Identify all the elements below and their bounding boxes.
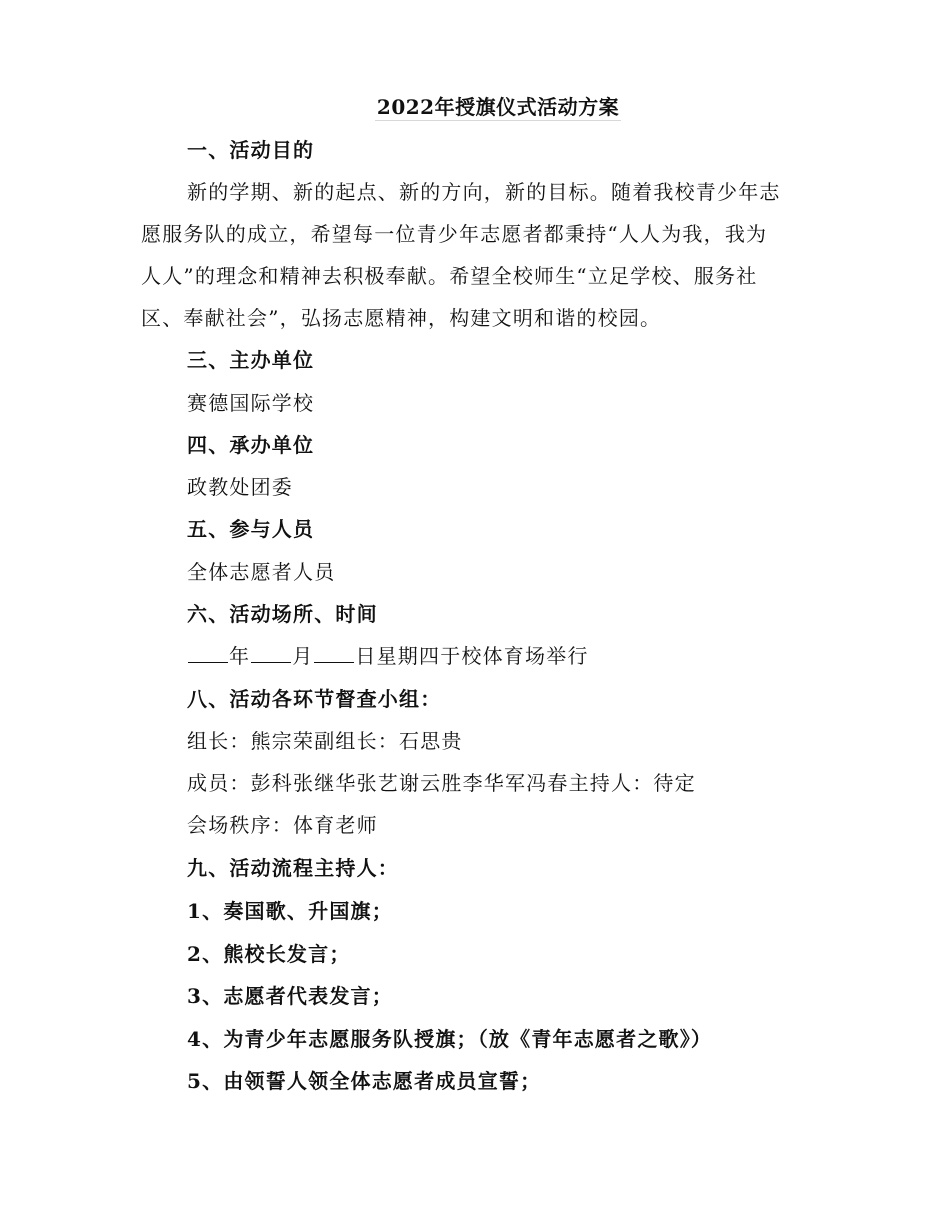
organizer-text: 赛德国际学校 [187, 391, 315, 415]
process-step: 2、熊校长发言； [187, 942, 351, 966]
place-time-text [187, 641, 589, 671]
paragraph-line: 区、奉献社会”，弘扬志愿精神，构建文明和谐的校园。 [141, 306, 662, 330]
section-heading-process: 九、活动流程主持人： [187, 856, 399, 880]
paragraph-line: 愿服务队的成立，希望每一位青少年志愿者都秉持“人人为我，我为 [141, 222, 768, 246]
section-heading-undertaker: 四、承办单位 [187, 433, 315, 457]
supervision-members: 成员：彭科张继华张艺谢云胜李华军冯春主持人：待定 [187, 771, 696, 795]
section-heading-organizer: 三、主办单位 [187, 348, 315, 372]
supervision-leader: 组长：熊宗荣副组长：石思贵 [187, 729, 463, 753]
process-step: 5、由领誓人领全体志愿者成员宣誓； [187, 1069, 542, 1093]
year-label: 年 [229, 644, 251, 668]
document-title-text: 2022年授旗仪式活动方案 [376, 95, 620, 119]
process-step: 1、奏国歌、升国旗； [187, 899, 393, 923]
section-heading-purpose: 一、活动目的 [187, 138, 315, 162]
paragraph-line: 人人”的理念和精神去积极奉献。希望全校师生“立足学校、服务社 [141, 264, 758, 288]
section-heading-place-time: 六、活动场所、时间 [187, 602, 378, 626]
process-step: 4、为青少年志愿服务队授旗；（放《青年志愿者之歌》） [187, 1027, 713, 1051]
document-title [0, 92, 950, 122]
month-label: 月 [292, 644, 314, 668]
section-heading-supervision: 八、活动各环节督查小组： [187, 687, 442, 711]
supervision-order: 会场秩序：体育老师 [187, 813, 378, 837]
blank-underline [188, 642, 228, 663]
day-venue-text: 日星期四于校体育场举行 [355, 644, 589, 668]
process-step: 3、志愿者代表发言； [187, 984, 393, 1008]
blank-underline [314, 642, 354, 663]
participants-text: 全体志愿者人员 [187, 560, 336, 584]
undertaker-text: 政教处团委 [187, 475, 293, 499]
blank-underline [251, 642, 291, 663]
paragraph-line: 新的学期、新的起点、新的方向，新的目标。随着我校青少年志 [187, 180, 781, 204]
section-heading-participants: 五、参与人员 [187, 517, 315, 541]
